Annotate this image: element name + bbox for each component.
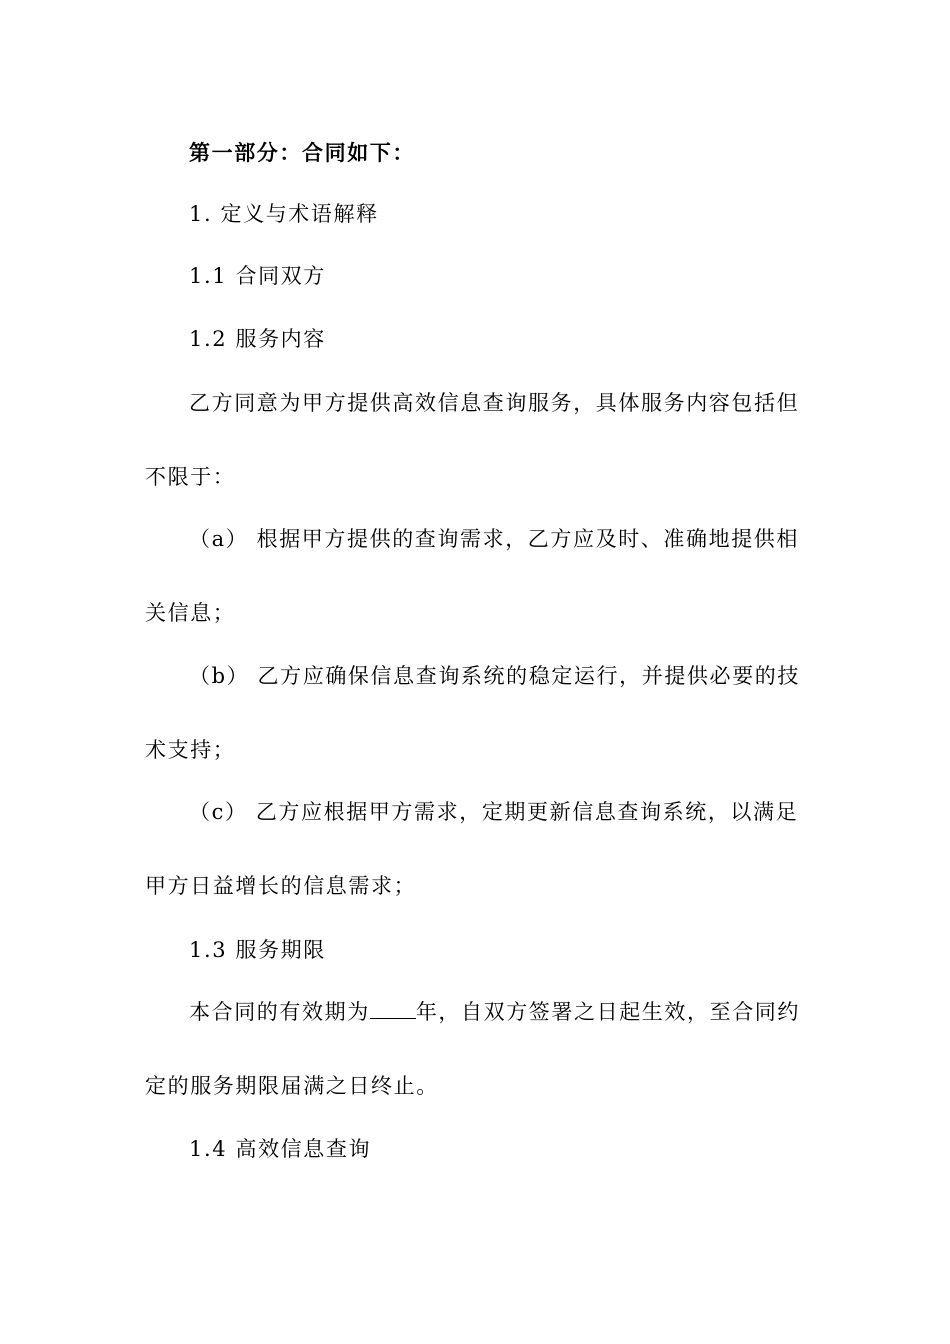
term-paragraph-line-1: [189, 997, 800, 1027]
service-paragraph-line-1: 乙方同意为甲方提供高效信息查询服务，具体服务内容包括但: [189, 391, 800, 415]
item-a-line-2: 关信息；: [145, 601, 236, 625]
term-text-before-blank: 本合同的有效期为: [189, 1000, 370, 1024]
item-c-line-1: （c） 乙方应根据甲方需求，定期更新信息查询系统，以满足: [189, 800, 799, 824]
section-1-4-title: 1.4 高效信息查询: [189, 1137, 372, 1161]
section-1-2-title: 1.2 服务内容: [189, 327, 326, 351]
section-1-title: 1. 定义与术语解释: [189, 202, 379, 226]
term-years-blank: [370, 1000, 416, 1019]
item-b-line-2: 术支持；: [145, 738, 236, 762]
item-c-line-2: 甲方日益增长的信息需求；: [145, 874, 417, 898]
term-paragraph-line-2: 定的服务期限届满之日终止。: [145, 1074, 439, 1098]
item-b-line-1: （b） 乙方应确保信息查询系统的稳定运行，并提供必要的技: [189, 664, 800, 688]
item-a-line-1: （a） 根据甲方提供的查询需求，乙方应及时、准确地提供相: [189, 527, 799, 551]
section-1-1-title: 1.1 合同双方: [189, 264, 326, 288]
term-text-after-blank: 年，自双方签署之日起生效，至合同约: [415, 1000, 801, 1024]
service-paragraph-line-2: 不限于：: [145, 465, 236, 489]
part-heading: 第一部分：合同如下：: [189, 140, 415, 165]
section-1-3-title: 1.3 服务期限: [189, 938, 326, 962]
